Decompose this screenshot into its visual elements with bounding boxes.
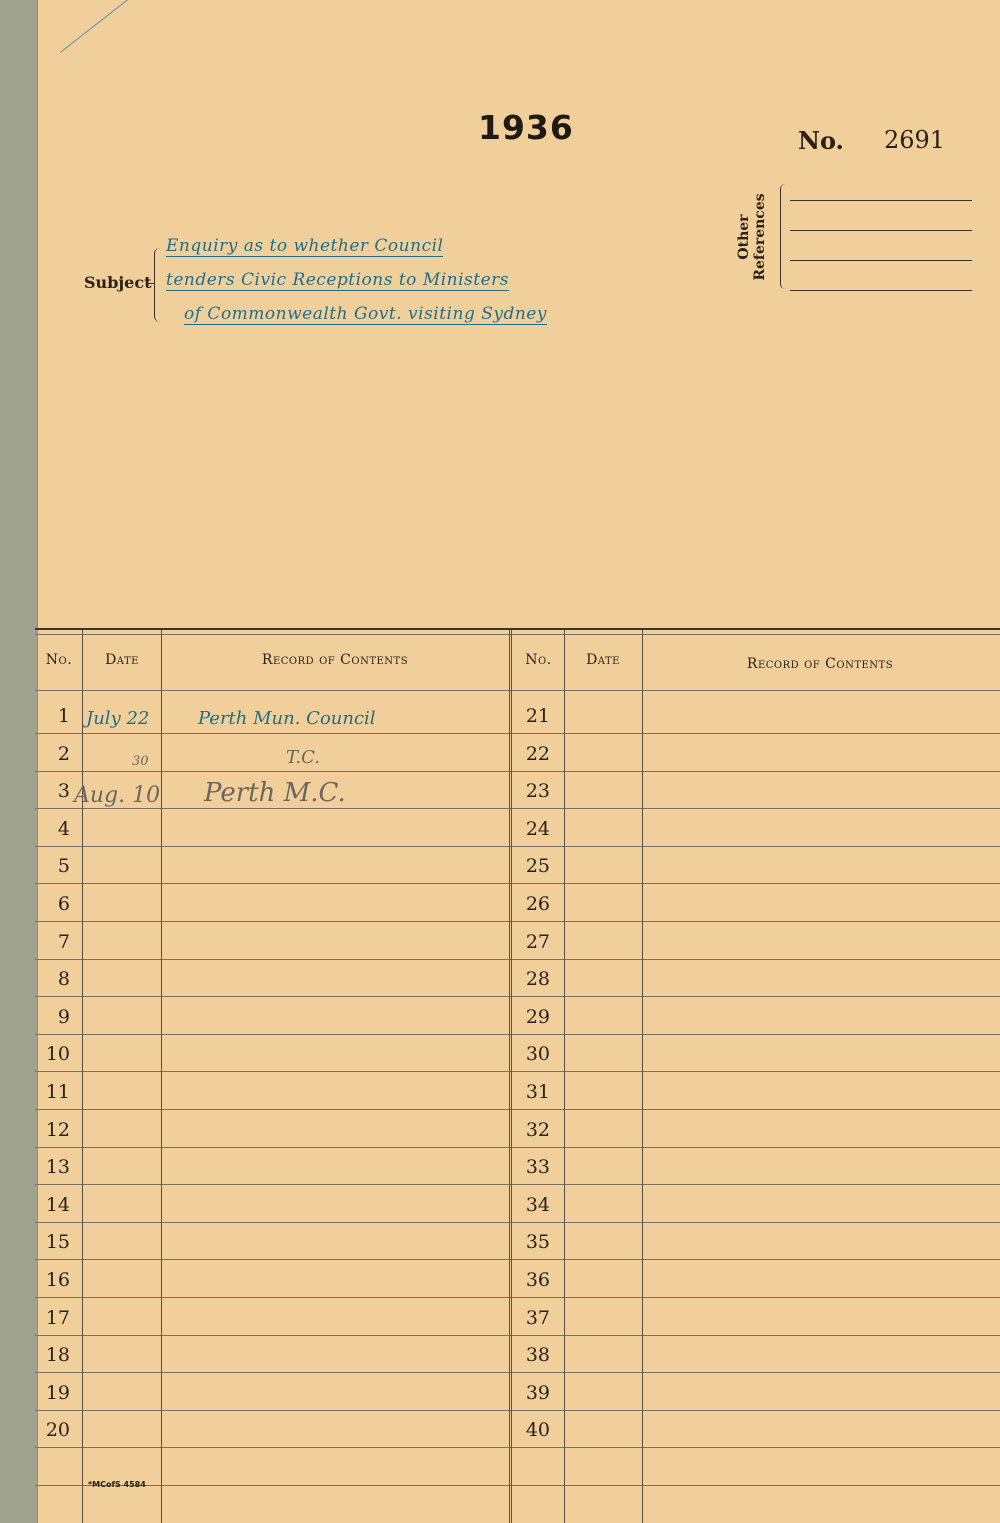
row-number: 8 [57,968,70,990]
entry-3-record: Perth M.C. [204,778,346,808]
row-number: 24 [525,818,550,840]
file-number-label: No. [798,126,844,155]
row-number: 9 [57,1006,70,1028]
row-number: 16 [45,1269,70,1291]
references-brace [780,184,789,289]
row-rule [35,846,1000,847]
table-top-rule-inner [35,634,1000,635]
subject-line-3: of Commonwealth Govt. visiting Sydney [184,304,547,324]
entry-2-date: 30 [132,754,149,769]
row-number: 37 [525,1307,550,1329]
row-rule [35,959,1000,960]
row-number: 28 [525,968,550,990]
row-number: 10 [45,1043,70,1065]
row-number: 33 [525,1156,550,1178]
row-number: 13 [45,1156,70,1178]
file-year: 1936 [478,108,574,147]
row-number: 3 [57,780,70,802]
subject-label: Subject [84,273,152,292]
row-number: 36 [525,1269,550,1291]
row-number: 11 [45,1081,70,1103]
row-number: 32 [525,1119,550,1141]
printer-imprint: *MCofS 4584 [88,1480,146,1489]
row-number: 22 [525,743,550,765]
reference-line [790,260,972,261]
row-number: 31 [525,1081,550,1103]
row-number: 40 [525,1419,550,1441]
pencil-tick-mark [60,0,155,53]
row-rule [35,996,1000,997]
row-rule [35,921,1000,922]
entry-1-record: Perth Mun. Council [198,708,376,729]
row-rule [35,1184,1000,1185]
row-rule [35,1109,1000,1110]
column-divider [161,630,162,1523]
row-number: 23 [525,780,550,802]
row-rule [35,1410,1000,1411]
file-number: 2691 [884,126,946,154]
row-number: 2 [57,743,70,765]
row-number: 35 [525,1231,550,1253]
row-number: 26 [525,893,550,915]
row-number: 25 [525,855,550,877]
row-number: 6 [57,893,70,915]
row-rule [35,771,1000,772]
header-bottom-rule [35,690,1000,691]
left-date-header: Date [105,652,139,668]
row-rule [35,1447,1000,1448]
table-top-rule [35,628,1000,630]
right-date-header: Date [586,652,620,668]
row-number: 5 [57,855,70,877]
row-number: 34 [525,1194,550,1216]
row-number: 19 [45,1382,70,1404]
row-rule [35,1372,1000,1373]
row-rule [35,1147,1000,1148]
row-number: 21 [525,705,550,727]
row-number: 12 [45,1119,70,1141]
row-rule [35,1034,1000,1035]
row-rule [35,1071,1000,1072]
row-rule [35,883,1000,884]
entry-2-record: T.C. [286,747,320,768]
row-number: 4 [57,818,70,840]
subject-line-2: tenders Civic Receptions to Ministers [166,270,510,290]
row-number: 29 [525,1006,550,1028]
right-no-header: No. [525,652,552,668]
row-number: 39 [525,1382,550,1404]
row-rule [35,1297,1000,1298]
row-rule [35,733,1000,734]
subject-brace [154,248,165,322]
column-divider [564,630,565,1523]
row-rule [35,808,1000,809]
row-rule [35,1335,1000,1336]
row-rule [35,1259,1000,1260]
row-rule [35,1222,1000,1223]
other-references-label: Other References [736,193,768,281]
entry-1-date: July 22 [86,708,150,729]
reference-line [790,290,972,291]
row-number: 7 [57,931,70,953]
row-number: 18 [45,1344,70,1366]
row-number: 17 [45,1307,70,1329]
row-number: 14 [45,1194,70,1216]
row-number: 1 [57,705,70,727]
row-number: 27 [525,931,550,953]
right-record-header: Record of Contents [746,656,894,672]
column-divider [82,630,83,1523]
row-number: 30 [525,1043,550,1065]
row-number: 38 [525,1344,550,1366]
left-no-header: No. [45,652,73,668]
row-number: 20 [45,1419,70,1441]
column-divider [642,630,643,1523]
reference-line [790,230,972,231]
reference-line [790,200,972,201]
row-rule [35,1485,1000,1486]
left-record-header: Record of Contents [261,652,409,668]
entry-3-date: Aug. 10 [74,783,161,808]
row-number: 15 [45,1231,70,1253]
subject-line-1: Enquiry as to whether Council [166,236,444,256]
